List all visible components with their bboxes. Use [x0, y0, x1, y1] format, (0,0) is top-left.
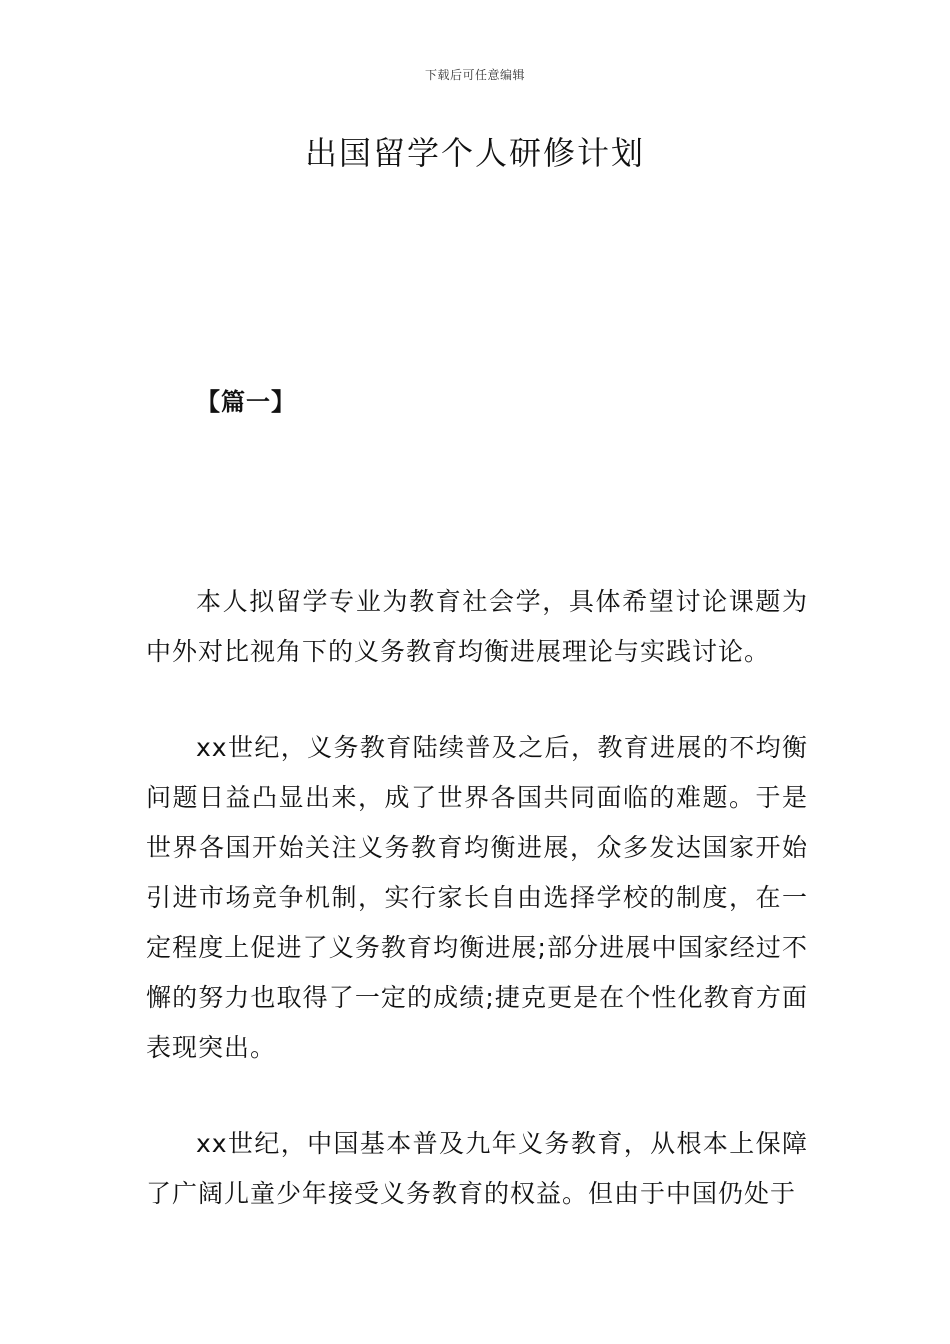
- paragraph-1: 本人拟留学专业为教育社会学，具体希望讨论课题为中外对比视角下的义务教育均衡进展理论与实践讨论。: [146, 587, 808, 666]
- document-title: 出国留学个人研修计划: [304, 134, 645, 172]
- section-heading: 【篇一】: [196, 388, 296, 416]
- paragraph-3: xx世纪，中国基本普及九年义务教育，从根本上保障了广阔儿童少年接受义务教育的权益。但由于中国仍处于: [146, 1129, 808, 1208]
- paragraph-2: xx世纪，义务教育陆续普及之后，教育进展的不均衡问题日益凸显出来，成了世界各国共同面临的难题。于是世界各国开始关注义务教育均衡进展，众多发达国家开始引进市场竞争机制，实行家长自由选择学校的制度，在一定程度上促进了义务教育均衡进展;部分进展中国家经过不懈的努力也取得了一定的成绩;捷克更是在个性化教育方面表现突出。: [146, 733, 808, 1062]
- header-note: 下载后可任意编辑: [424, 68, 525, 82]
